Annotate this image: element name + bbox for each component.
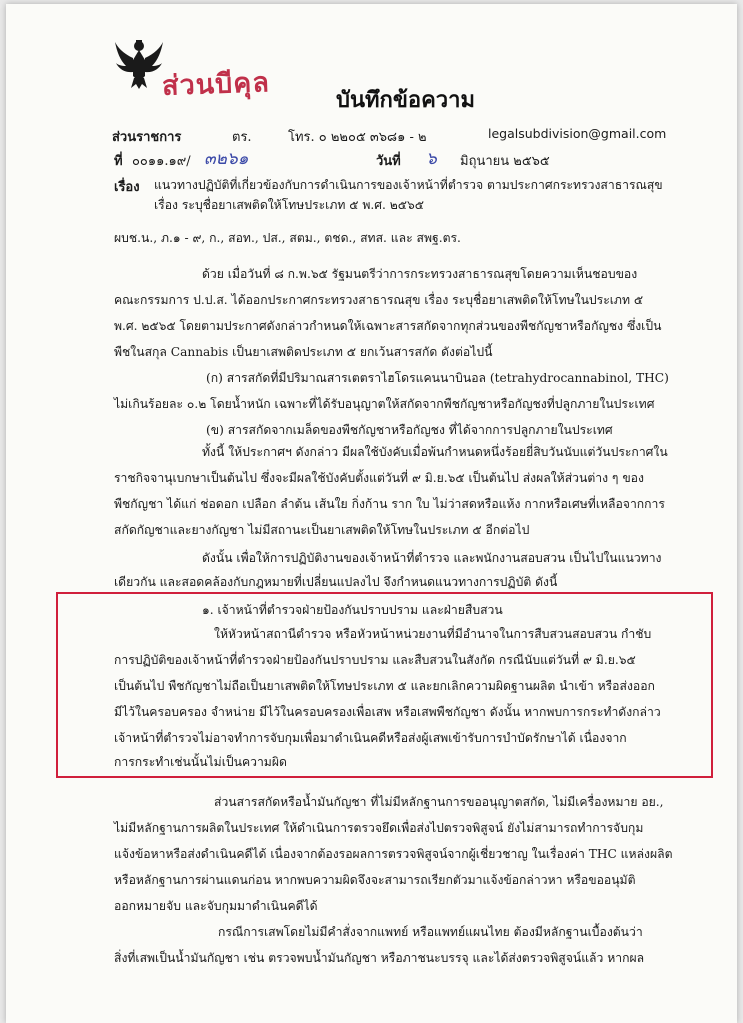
body-line: สิ่งที่เสพเป็นน้ำมันกัญชา เช่น ตรวจพบน้ำมันกัญชา หรือภาชนะบรรจุ และได้ส่งตรวจพิสูจน์แล้ว หากผล (114, 951, 645, 965)
body-line: ด้วย เมื่อวันที่ ๘ ก.พ.๖๕ รัฐมนตรีว่าการกระทรวงสาธารณสุขโดยความเห็นชอบของ (202, 267, 638, 281)
body-line: ไม่มีหลักฐานการผลิตในประเทศ ให้ดำเนินการตรวจยึดเพื่อส่งไปตรวจพิสูจน์ ยังไม่สามารถทำการจับกุม (114, 821, 644, 835)
body-line: ทั้งนี้ ให้ประกาศฯ ดังกล่าว มีผลใช้บังคับเมื่อพ้นกำหนดหนึ่งร้อยยี่สิบวันนับแต่วันประกาศใน (202, 445, 668, 459)
body-line: การปฏิบัติของเจ้าหน้าที่ตำรวจฝ่ายป้องกันปราบปราม และสืบสวนในสังกัด กรณีนับแต่วันที่ ๙ มิ.ย.๖๕ (114, 653, 636, 667)
body-line: พืชกัญชา ได้แก่ ช่อดอก เปลือก ลำต้น เส้นใย กิ่งก้าน ราก ใบ ไม่ว่าสดหรือแห้ง กากหรือเศษที่เหลือจากการ (114, 497, 665, 511)
body-line: ออกหมายจับ และจับกุมมาดำเนินคดีได้ (114, 899, 318, 913)
body-line: พ.ศ. ๒๕๖๕ โดยตามประกาศดังกล่าวกำหนดให้เฉพาะสารสกัดจากทุกส่วนของพืชกัญชาหรือกัญชง ซึ่งเป็น (114, 319, 662, 333)
body-line: เป็นต้นไป พืชกัญชาไม่ถือเป็นยาเสพติดให้โทษประเภท ๕ และยกเลิกความผิดฐานผลิต นำเข้า หรือส่งออก (114, 679, 655, 693)
body-line: การกระทำเช่นนั้นไม่เป็นความผิด (114, 755, 287, 769)
phone-number: โทร. ๐ ๒๒๐๕ ๓๖๘๑ - ๒ (288, 130, 427, 145)
body-line: ส่วนสารสกัดหรือน้ำมันกัญชา ที่ไม่มีหลักฐานการขออนุญาตสกัด, ไม่มีเครื่องหมาย อย., (214, 795, 664, 809)
department-value: ตร. (232, 130, 252, 145)
body-line: คณะกรรมการ ป.ป.ส. ได้ออกประกาศกระทรวงสาธารณสุข เรื่อง ระบุชื่อยาเสพติดให้โทษในประเภท ๕ (114, 293, 644, 307)
date-month-year: มิถุนายน ๒๕๖๕ (460, 154, 550, 169)
body-line: สกัดกัญชาและยางกัญชา ไม่มีสถานะเป็นยาเสพติดให้โทษในประเภท ๕ อีกต่อไป (114, 523, 530, 537)
email-address: legalsubdivision@gmail.com (488, 126, 667, 141)
date-day-handwritten: ๖ (426, 149, 437, 169)
memo-page (6, 4, 737, 1023)
body-line: (ข) สารสกัดจากเมล็ดของพืชกัญชาหรือกัญชง ที่ได้จากการปลูกภายในประเทศ (206, 423, 613, 437)
subject-label: เรื่อง (114, 180, 140, 195)
subject-line-2: เรื่อง ระบุชื่อยาเสพติดให้โทษประเภท ๕ พ.ศ. ๒๕๖๕ (154, 198, 424, 212)
body-line: เจ้าหน้าที่ตำรวจไม่อาจทำการจับกุมเพื่อมาดำเนินคดีหรือส่งผู้เสพเข้ารับการบำบัดรักษาได้ เนื่องจาก (114, 731, 627, 745)
garuda-emblem-icon (114, 38, 164, 90)
body-line: เดียวกัน และสอดคล้องกับกฎหมายที่เปลี่ยนแปลงไป จึงกำหนดแนวทางการปฏิบัติ ดังนี้ (114, 575, 558, 589)
section-heading: ๑. เจ้าหน้าที่ตำรวจฝ่ายป้องกันปราบปราม และฝ่ายสืบสวน (202, 603, 503, 617)
subject-line-1: แนวทางปฏิบัติที่เกี่ยวข้องกับการดำเนินการของเจ้าหน้าที่ตำรวจ ตามประกาศกระทรวงสาธารณสุข (154, 178, 663, 192)
date-label: วันที่ (376, 154, 401, 169)
body-line: พืชในสกุล Cannabis เป็นยาเสพติดประเภท ๕ ยกเว้นสารสกัด ดังต่อไปนี้ (114, 345, 493, 359)
reference-number: ๐๐๑๑.๑๙/ (132, 154, 191, 169)
page-title: บันทึกข้อความ (336, 87, 476, 113)
reference-handwritten: ๓๒๖๑ (204, 149, 249, 169)
reference-label: ที่ (114, 154, 123, 169)
body-line: แจ้งข้อหาหรือส่งดำเนินคดีได้ เนื่องจากต้องรอผลการตรวจพิสูจน์จากผู้เชี่ยวชาญ ในเรื่องค่า THC แหล่งผลิต (114, 847, 673, 861)
body-line: ราชกิจจานุเบกษาเป็นต้นไป ซึ่งจะมีผลใช้บังคับตั้งแต่วันที่ ๙ มิ.ย.๖๕ เป็นต้นไป ส่งผลให้ส่วนต่าง ๆ ของ (114, 471, 644, 485)
addressee: ผบช.น., ภ.๑ - ๙, ก., สอท., ปส., สตม., ตชด., สทส. และ สพฐ.ตร. (114, 231, 461, 245)
body-line: ให้หัวหน้าสถานีตำรวจ หรือหัวหน้าหน่วยงานที่มีอำนาจในการสืบสวนสอบสวน กำชับ (214, 627, 652, 641)
body-line: หรือหลักฐานการผ่านแดนก่อน หากพบความผิดจึงจะสามารถเรียกตัวมาแจ้งข้อกล่าวหา หรือขออนุมัติ (114, 873, 636, 887)
department-label: ส่วนราชการ (112, 130, 182, 145)
body-line: มีไว้ในครอบครอง จำหน่าย มีไว้ในครอบครองเพื่อเสพ หรือเสพพืชกัญชา ดังนั้น หากพบการกระทำดังกล่าว (114, 705, 661, 719)
body-line: (ก) สารสกัดที่มีปริมาณสารเตตราไฮโดรแคนนาบินอล (tetrahydrocannabinol, THC) (206, 371, 669, 385)
body-line: ไม่เกินร้อยละ ๐.๒ โดยน้ำหนัก เฉพาะที่ได้รับอนุญาตให้สกัดจากพืชกัญชาหรือกัญชงที่ปลูกภายในประเทศ (114, 397, 655, 411)
body-line: กรณีการเสพโดยไม่มีคำสั่งจากแพทย์ หรือแพทย์แผนไทย ต้องมีหลักฐานเบื้องต้นว่า (218, 925, 643, 939)
department-stamp: ส่วนบีคุล (161, 67, 271, 102)
department-row (112, 126, 181, 147)
body-line: ดังนั้น เพื่อให้การปฏิบัติงานของเจ้าหน้าที่ตำรวจ และพนักงานสอบสวน เป็นไปในแนวทาง (202, 551, 662, 565)
